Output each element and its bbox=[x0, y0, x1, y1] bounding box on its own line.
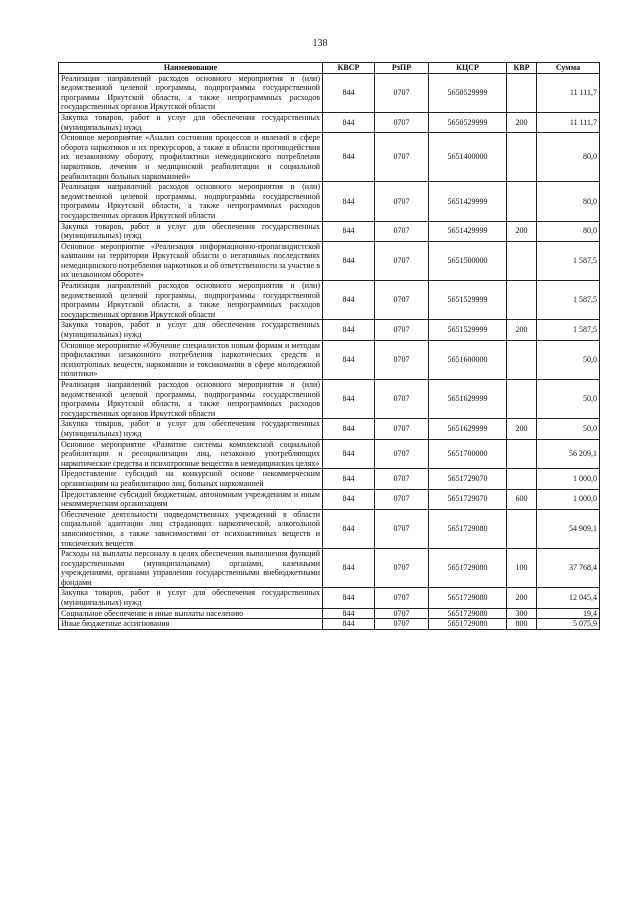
table-row bbox=[59, 619, 600, 630]
cell-kvsr: 844 bbox=[323, 619, 375, 630]
cell-kcsr: 5651629999 bbox=[429, 419, 507, 439]
cell-name: Реализация направлений расходов основного мероприятия и (или) ведомственной целевой программы, подпрограммы государственной программы Иркутской области, а также непрограммных расходов государственных органов Иркутской области bbox=[59, 182, 323, 221]
cell-kvsr: 844 bbox=[323, 380, 375, 419]
table-row bbox=[59, 340, 600, 379]
table-row bbox=[59, 380, 600, 419]
cell-sum: 1 587,5 bbox=[537, 281, 600, 320]
cell-kvsr: 844 bbox=[323, 221, 375, 241]
cell-kvr bbox=[507, 340, 537, 379]
cell-sum: 11 111,7 bbox=[537, 112, 600, 132]
cell-sum: 12 045,4 bbox=[537, 588, 600, 608]
budget-table bbox=[58, 62, 600, 630]
cell-kvr bbox=[507, 182, 537, 221]
cell-sum: 56 209,1 bbox=[537, 439, 600, 469]
table-row bbox=[59, 489, 600, 509]
cell-sum: 54 909,1 bbox=[537, 509, 600, 548]
cell-rzpr: 0707 bbox=[375, 133, 429, 182]
table-row bbox=[59, 73, 600, 112]
cell-name: Основное мероприятие «Реализация информационно-пропагандистской кампании на территории Иркутской области о негативных последствиях немедицинского потребления наркотиков и об ответственности за участие в их незаконном обороте» bbox=[59, 241, 323, 280]
cell-kvsr: 844 bbox=[323, 588, 375, 608]
table-row bbox=[59, 439, 600, 469]
header-sum: Сумма bbox=[537, 63, 600, 74]
table-row bbox=[59, 320, 600, 340]
cell-sum: 80,0 bbox=[537, 133, 600, 182]
table-row bbox=[59, 281, 600, 320]
cell-kvsr: 844 bbox=[323, 340, 375, 379]
cell-kvsr: 844 bbox=[323, 133, 375, 182]
cell-sum: 1 000,0 bbox=[537, 469, 600, 489]
cell-sum: 50,0 bbox=[537, 419, 600, 439]
cell-kvr: 300 bbox=[507, 608, 537, 619]
cell-name: Социальное обеспечение и иные выплаты населению bbox=[59, 608, 323, 619]
page-number: 138 bbox=[312, 38, 328, 49]
table-row bbox=[59, 509, 600, 548]
cell-name: Основное мероприятие «Развитие системы комплексной социальной реабилитации и ресоциализации лиц, незаконно употребляющих наркотические средства и психотропные вещества в немедицинских целях» bbox=[59, 439, 323, 469]
cell-kcsr: 5651600000 bbox=[429, 340, 507, 379]
cell-name: Закупка товаров, работ и услуг для обеспечения государственных (муниципальных) нужд bbox=[59, 112, 323, 132]
cell-sum: 1 587,5 bbox=[537, 320, 600, 340]
cell-kcsr: 5651729080 bbox=[429, 549, 507, 588]
header-name: Наименование bbox=[59, 63, 323, 74]
table-header-row bbox=[59, 63, 600, 74]
cell-kvsr: 844 bbox=[323, 281, 375, 320]
cell-kvr: 800 bbox=[507, 619, 537, 630]
cell-kcsr: 5651700000 bbox=[429, 439, 507, 469]
cell-kcsr: 5650529999 bbox=[429, 112, 507, 132]
cell-kcsr: 5651400000 bbox=[429, 133, 507, 182]
cell-rzpr: 0707 bbox=[375, 439, 429, 469]
cell-sum: 80,0 bbox=[537, 182, 600, 221]
cell-name: Реализация направлений расходов основного мероприятия и (или) ведомственной целевой программы, подпрограммы государственной программы Иркутской области, а также непрограммных расходов государственных органов Иркутской области bbox=[59, 380, 323, 419]
cell-kvr bbox=[507, 281, 537, 320]
cell-kvr bbox=[507, 439, 537, 469]
cell-kcsr: 5651729080 bbox=[429, 588, 507, 608]
cell-rzpr: 0707 bbox=[375, 509, 429, 548]
cell-name: Основное мероприятие «Обучение специалистов новым формам и методам профилактики незаконного потребления наркотических средств и психотропных веществ, наркомании и токсикомании в сфере молодежной политики» bbox=[59, 340, 323, 379]
cell-kcsr: 5651729070 bbox=[429, 489, 507, 509]
cell-rzpr: 0707 bbox=[375, 608, 429, 619]
cell-rzpr: 0707 bbox=[375, 112, 429, 132]
cell-kcsr: 5651429999 bbox=[429, 182, 507, 221]
cell-rzpr: 0707 bbox=[375, 469, 429, 489]
cell-rzpr: 0707 bbox=[375, 241, 429, 280]
cell-name: Расходы на выплаты персоналу в целях обеспечения выполнения функций государственными (муниципальными) органами, казенными учреждениями, органами управления государственными внебюджетными фондами bbox=[59, 549, 323, 588]
cell-rzpr: 0707 bbox=[375, 588, 429, 608]
header-rzpr: РзПР bbox=[375, 63, 429, 74]
cell-kvr bbox=[507, 73, 537, 112]
cell-rzpr: 0707 bbox=[375, 419, 429, 439]
cell-name: Закупка товаров, работ и услуг для обеспечения государственных (муниципальных) нужд bbox=[59, 588, 323, 608]
cell-kvsr: 844 bbox=[323, 419, 375, 439]
table-row bbox=[59, 469, 600, 489]
cell-kvr bbox=[507, 469, 537, 489]
cell-rzpr: 0707 bbox=[375, 73, 429, 112]
cell-sum: 1 000,0 bbox=[537, 489, 600, 509]
cell-rzpr: 0707 bbox=[375, 320, 429, 340]
cell-kvr: 200 bbox=[507, 419, 537, 439]
cell-name: Закупка товаров, работ и услуг для обеспечения государственных (муниципальных) нужд bbox=[59, 221, 323, 241]
cell-name: Предоставление субсидий на конкурсной основе некоммерческим организациям на реабилитацию лиц, больных наркоманией bbox=[59, 469, 323, 489]
cell-kcsr: 5651529999 bbox=[429, 320, 507, 340]
cell-name: Иные бюджетные ассигнования bbox=[59, 619, 323, 630]
cell-kvsr: 844 bbox=[323, 73, 375, 112]
table-body bbox=[59, 73, 600, 629]
cell-rzpr: 0707 bbox=[375, 549, 429, 588]
header-kvr: КВР bbox=[507, 63, 537, 74]
cell-name: Закупка товаров, работ и услуг для обеспечения государственных (муниципальных) нужд bbox=[59, 320, 323, 340]
cell-sum: 19,4 bbox=[537, 608, 600, 619]
cell-kvr: 100 bbox=[507, 549, 537, 588]
cell-kcsr: 5651729080 bbox=[429, 608, 507, 619]
table-row bbox=[59, 221, 600, 241]
cell-kvsr: 844 bbox=[323, 241, 375, 280]
cell-kvsr: 844 bbox=[323, 469, 375, 489]
cell-kvr bbox=[507, 241, 537, 280]
cell-rzpr: 0707 bbox=[375, 340, 429, 379]
cell-kvsr: 844 bbox=[323, 182, 375, 221]
cell-sum: 5 075,9 bbox=[537, 619, 600, 630]
table-row bbox=[59, 182, 600, 221]
cell-kvr: 200 bbox=[507, 112, 537, 132]
table-row bbox=[59, 241, 600, 280]
table-row bbox=[59, 419, 600, 439]
cell-kvsr: 844 bbox=[323, 320, 375, 340]
cell-rzpr: 0707 bbox=[375, 281, 429, 320]
cell-kcsr: 5651529999 bbox=[429, 281, 507, 320]
cell-kcsr: 5651500000 bbox=[429, 241, 507, 280]
cell-name: Реализация направлений расходов основного мероприятия и (или) ведомственной целевой программы, подпрограммы государственной программы Иркутской области, а также непрограммных расходов государственных органов Иркутской области bbox=[59, 73, 323, 112]
cell-kcsr: 5651729080 bbox=[429, 619, 507, 630]
cell-kcsr: 5650529999 bbox=[429, 73, 507, 112]
cell-kvr bbox=[507, 509, 537, 548]
cell-sum: 37 768,4 bbox=[537, 549, 600, 588]
cell-kcsr: 5651429999 bbox=[429, 221, 507, 241]
cell-kvsr: 844 bbox=[323, 509, 375, 548]
cell-sum: 11 111,7 bbox=[537, 73, 600, 112]
header-kvsr: КВСР bbox=[323, 63, 375, 74]
cell-rzpr: 0707 bbox=[375, 489, 429, 509]
cell-kvr bbox=[507, 380, 537, 419]
cell-sum: 50,0 bbox=[537, 340, 600, 379]
cell-name: Реализация направлений расходов основного мероприятия и (или) ведомственной целевой программы, подпрограммы государственной программы Иркутской области, а также непрограммных расходов государственных органов Иркутской области bbox=[59, 281, 323, 320]
cell-kvr: 200 bbox=[507, 221, 537, 241]
cell-sum: 80,0 bbox=[537, 221, 600, 241]
cell-name: Закупка товаров, работ и услуг для обеспечения государственных (муниципальных) нужд bbox=[59, 419, 323, 439]
cell-rzpr: 0707 bbox=[375, 182, 429, 221]
cell-sum: 1 587,5 bbox=[537, 241, 600, 280]
cell-kvr bbox=[507, 133, 537, 182]
cell-kcsr: 5651729080 bbox=[429, 509, 507, 548]
table-row bbox=[59, 112, 600, 132]
cell-kvsr: 844 bbox=[323, 549, 375, 588]
table-row bbox=[59, 549, 600, 588]
cell-name: Предоставление субсидий бюджетным, автономным учреждениям и иным некоммерческим организациям bbox=[59, 489, 323, 509]
cell-name: Обеспечение деятельности подведомственных учреждений в области социальной адаптации лиц страдающих наркотической, алкогольной зависимостями, а также зависимостями от психоактивных веществ и токсических веществ bbox=[59, 509, 323, 548]
cell-kvsr: 844 bbox=[323, 439, 375, 469]
cell-kvsr: 844 bbox=[323, 489, 375, 509]
cell-kvsr: 844 bbox=[323, 608, 375, 619]
cell-rzpr: 0707 bbox=[375, 380, 429, 419]
cell-kvsr: 844 bbox=[323, 112, 375, 132]
table-row bbox=[59, 588, 600, 608]
cell-kvr: 600 bbox=[507, 489, 537, 509]
cell-sum: 50,0 bbox=[537, 380, 600, 419]
cell-rzpr: 0707 bbox=[375, 221, 429, 241]
cell-rzpr: 0707 bbox=[375, 619, 429, 630]
cell-kcsr: 5651729070 bbox=[429, 469, 507, 489]
table-row bbox=[59, 133, 600, 182]
cell-kvr: 200 bbox=[507, 320, 537, 340]
header-kcsr: КЦСР bbox=[429, 63, 507, 74]
table-header bbox=[59, 63, 600, 74]
table-row bbox=[59, 608, 600, 619]
cell-name: Основное мероприятие «Анализ состояния процессов и явлений в сфере оборота наркотиков и их прекурсоров, а также в области противодействия их незаконному обороту, профилактики немедицинского потребления наркотиков, лечения и медицинской реабилитации и социальной реабилитации больных наркоманией» bbox=[59, 133, 323, 182]
cell-kvr: 200 bbox=[507, 588, 537, 608]
cell-kcsr: 5651629999 bbox=[429, 380, 507, 419]
